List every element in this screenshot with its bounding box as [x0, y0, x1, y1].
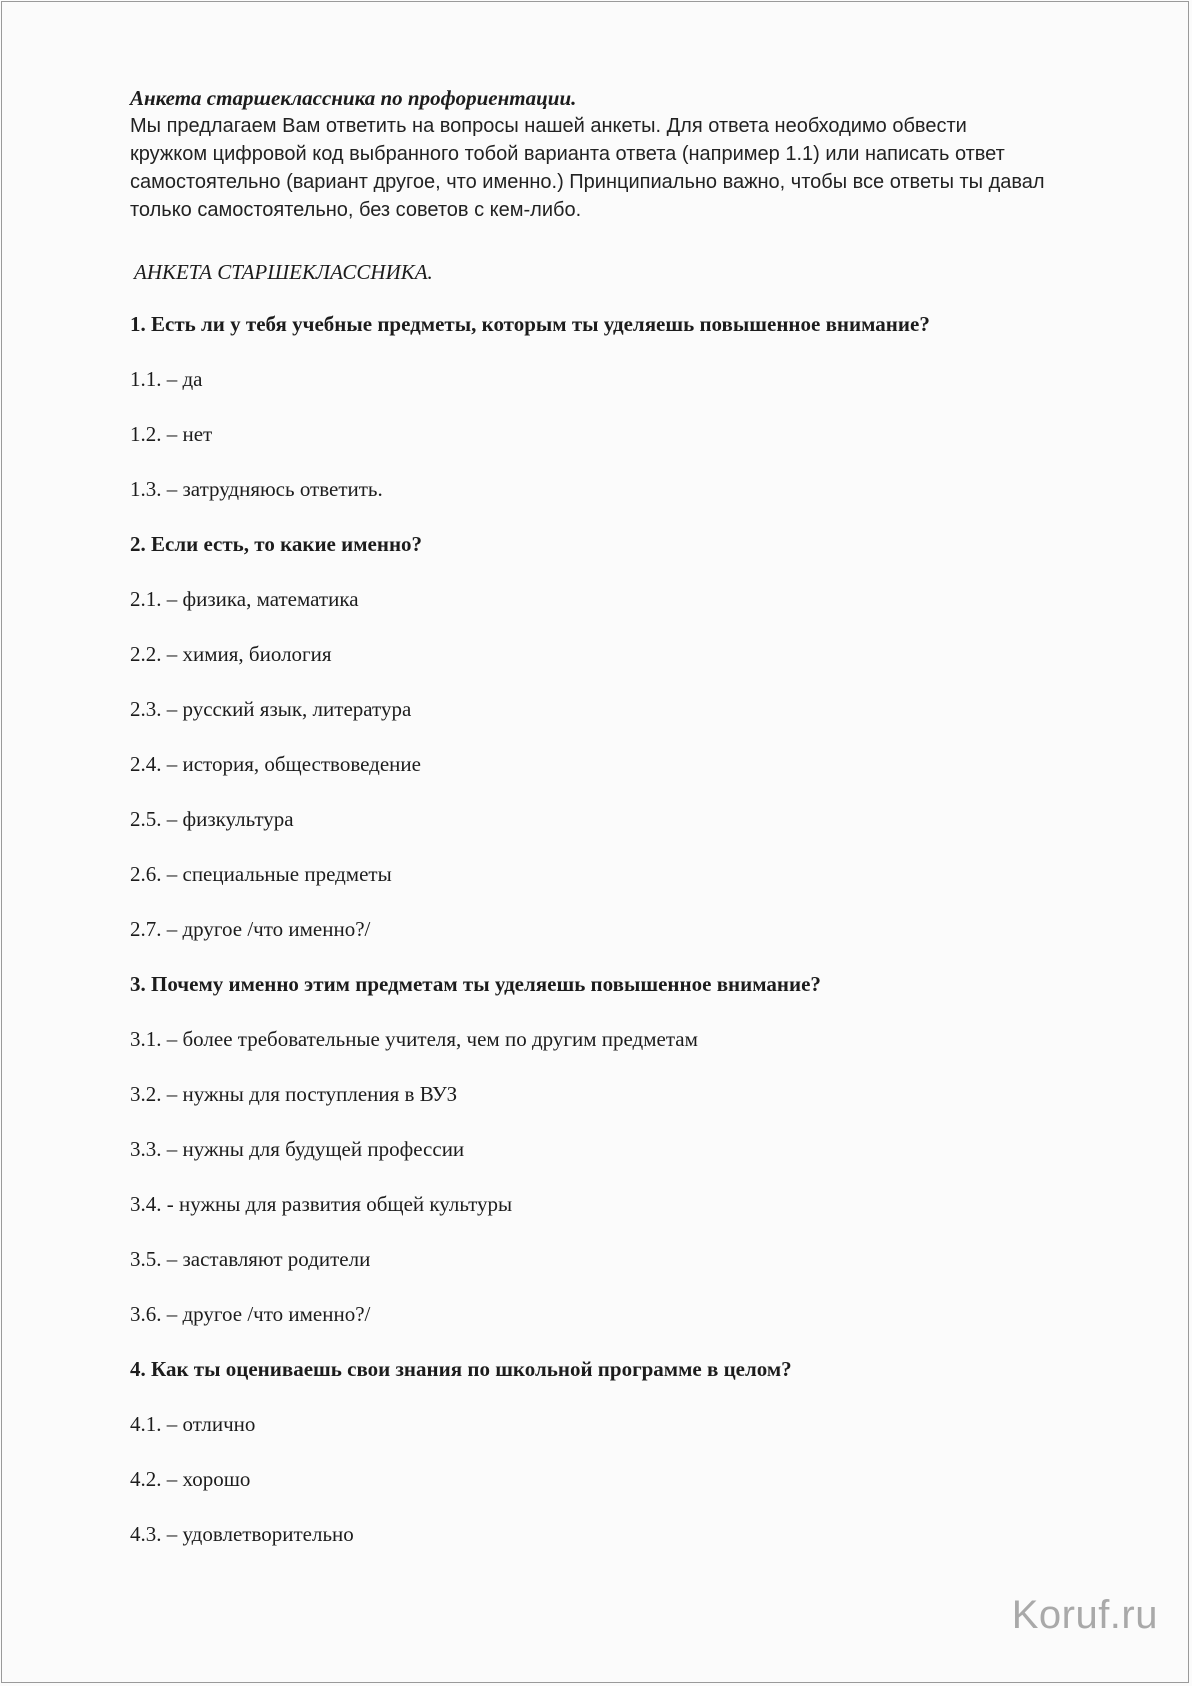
answer-option: 4.2. – хорошо [130, 1467, 251, 1491]
question-block-3 [130, 970, 1120, 1355]
question-block-2 [130, 530, 1120, 970]
intro-line: Мы предлагаем Вам ответить на вопросы нашей анкеты. Для ответа необходимо обвести [130, 115, 967, 137]
intro-line: только самостоятельно, без советов с кем-либо. [130, 199, 582, 221]
answer-option: 2.2. – химия, биология [130, 642, 332, 666]
answer-option: 1.1. – да [130, 367, 203, 391]
question-title: 1. Есть ли у тебя учебные предметы, которым ты уделяешь повышенное внимание? [130, 312, 930, 336]
question-list [130, 310, 1120, 1575]
question-title: 4. Как ты оцениваешь свои знания по школьной программе в целом? [130, 1357, 792, 1381]
answer-option: 1.2. – нет [130, 422, 213, 446]
answer-option: 3.5. – заставляют родители [130, 1247, 371, 1271]
section-title: АНКЕТА СТАРШЕКЛАССНИКА. [134, 260, 433, 284]
question-block-1 [130, 310, 1120, 530]
question-title: 2. Если есть, то какие именно? [130, 532, 423, 556]
document-title: Анкета старшеклассника по профориентации. [130, 86, 577, 110]
answer-option: 3.4. - нужны для развития общей культуры [130, 1192, 513, 1216]
answer-option: 2.3. – русский язык, литература [130, 697, 412, 721]
questionnaire-document [130, 84, 1120, 1575]
answer-option: 2.6. – специальные предметы [130, 862, 392, 886]
answer-option: 2.5. – физкультура [130, 807, 294, 831]
answer-option: 4.3. – удовлетворительно [130, 1522, 354, 1546]
answer-option: 3.1. – более требовательные учителя, чем по другим предметам [130, 1027, 698, 1051]
answer-option: 3.3. – нужны для будущей профессии [130, 1137, 465, 1161]
document-page [1, 1, 1189, 1683]
question-title: 3. Почему именно этим предметам ты уделяешь повышенное внимание? [130, 972, 821, 996]
answer-option: 4.1. – отлично [130, 1412, 256, 1436]
intro-line: кружком цифровой код выбранного тобой варианта ответа (например 1.1) или написать ответ [130, 143, 1005, 165]
answer-option: 2.7. – другое /что именно?/ [130, 917, 371, 941]
intro-line: самостоятельно (вариант другое, что именно.) Принципиально важно, чтобы все ответы ты давал [130, 171, 1045, 193]
answer-option: 2.4. – история, обществоведение [130, 752, 421, 776]
intro-paragraph [130, 112, 1120, 224]
answer-option: 2.1. – физика, математика [130, 587, 359, 611]
answer-option: 3.2. – нужны для поступления в ВУЗ [130, 1082, 458, 1106]
site-watermark: Koruf.ru [1011, 1593, 1158, 1637]
answer-option: 1.3. – затрудняюсь ответить. [130, 477, 383, 501]
question-block-4 [130, 1355, 1120, 1575]
answer-option: 3.6. – другое /что именно?/ [130, 1302, 371, 1326]
